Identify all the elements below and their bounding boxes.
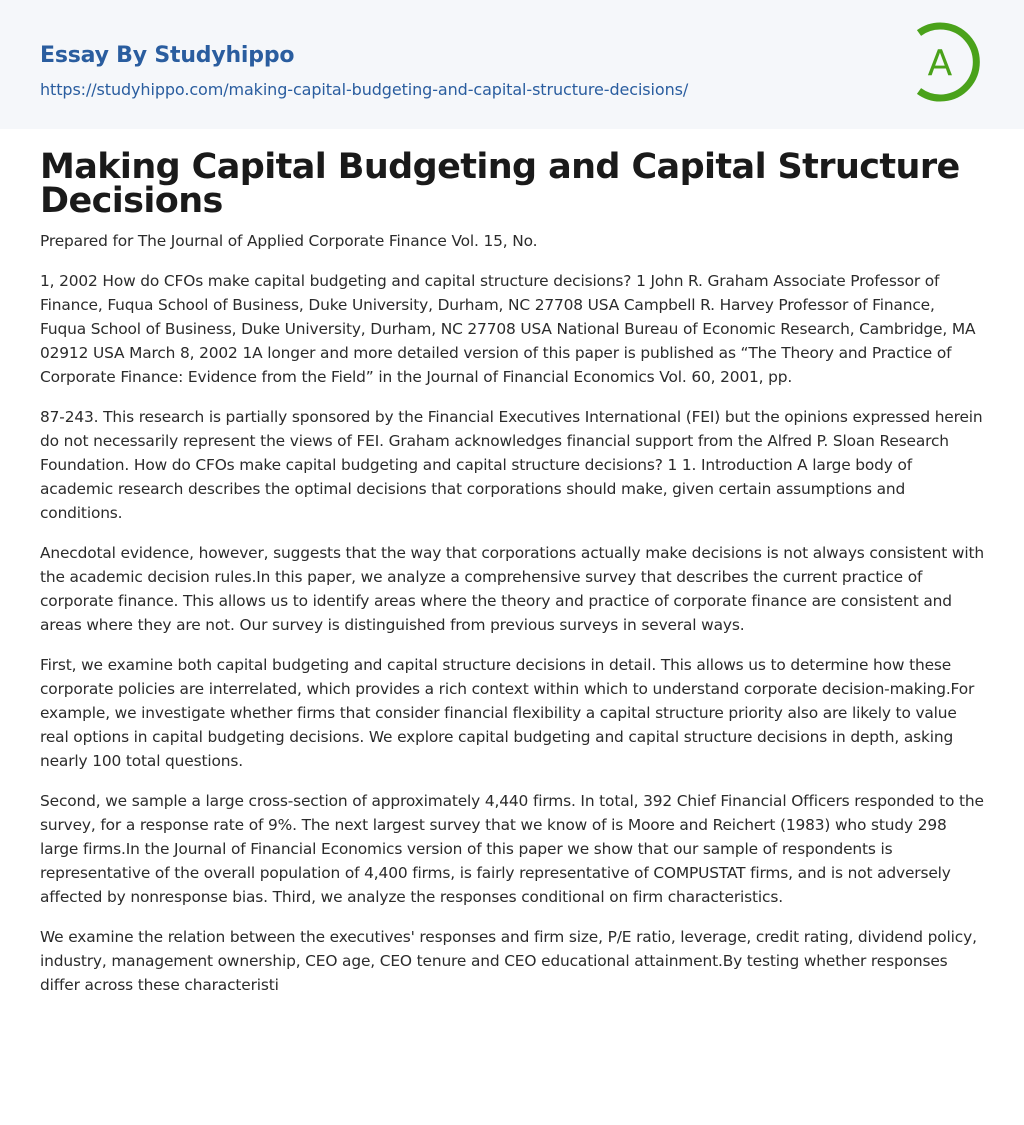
article-paragraph: 1, 2002 How do CFOs make capital budgeting and capital structure decisions? 1 John R. Graham Associate Professor of Finance, Fuqua School of Business, Duke University, Durham, NC 27708 USA Campbell R. Harvey Professor of Finance, Fuqua School of Business, Duke University, Durham, NC 27708 USA National Bureau of Economic Research, Cambridge, MA 02912 USA March 8, 2002 1A longer and more detailed version of this paper is published as “The Theory and Practice of Corporate Finance: Evidence from the Field” in the Journal of Financial Economics Vol. 60, 2001, pp.	[40, 272, 976, 386]
article-paragraph: Prepared for The Journal of Applied Corporate Finance Vol. 15, No.	[40, 232, 538, 250]
svg-text:A: A	[927, 43, 953, 84]
brand-title: Essay By Studyhippo	[40, 43, 295, 68]
page-title: Making Capital Budgeting and Capital Structure Decisions	[40, 147, 960, 221]
essay-url-link[interactable]: https://studyhippo.com/making-capital-budgeting-and-capital-structure-decisions/	[40, 80, 689, 99]
logo-a-circle-icon	[909, 19, 987, 105]
article-body	[0, 147, 1024, 997]
article-paragraph: First, we examine both capital budgeting and capital structure decisions in detail. This allows us to determine how these corporate policies are interrelated, which provides a rich context within which to understand corporate decision-making.For example, we investigate whether firms that consider financial flexibility a capital structure priority also are likely to value real options in capital budgeting decisions. We explore capital budgeting and capital structure decisions in depth, asking nearly 100 total questions.	[40, 656, 975, 770]
article-paragraph: Second, we sample a large cross-section of approximately 4,440 firms. In total, 392 Chief Financial Officers responded to the survey, for a response rate of 9%. The next largest survey that we know of is Moore and Reichert (1983) who study 298 large firms.In the Journal of Financial Economics version of this paper we show that our sample of respondents is representative of the overall population of 4,400 firms, is fairly representative of COMPUSTAT firms, and is not adversely affected by nonresponse bias. Third, we analyze the responses conditional on firm characteristics.	[40, 792, 984, 906]
article-paragraph: 87-243. This research is partially sponsored by the Financial Executives International (FEI) but the opinions expressed herein do not necessarily represent the views of FEI. Graham acknowledges financial support from the Alfred P. Sloan Research Foundation. How do CFOs make capital budgeting and capital structure decisions? 1 1. Introduction A large body of academic research describes the optimal decisions that corporations should make, given certain assumptions and conditions.	[40, 408, 983, 522]
studyhippo-logo-icon[interactable]	[909, 19, 987, 105]
site-header	[0, 0, 1024, 129]
article-paragraph: We examine the relation between the executives' responses and firm size, P/E ratio, leverage, credit rating, dividend policy, industry, management ownership, CEO age, CEO tenure and CEO educational attainment.By testing whether responses differ across these characteristi	[40, 928, 977, 994]
article-paragraph: Anecdotal evidence, however, suggests that the way that corporations actually make decisions is not always consistent with the academic decision rules.In this paper, we analyze a comprehensive survey that describes the current practice of corporate finance. This allows us to identify areas where the theory and practice of corporate finance are consistent and areas where they are not. Our survey is distinguished from previous surveys in several ways.	[40, 544, 984, 634]
